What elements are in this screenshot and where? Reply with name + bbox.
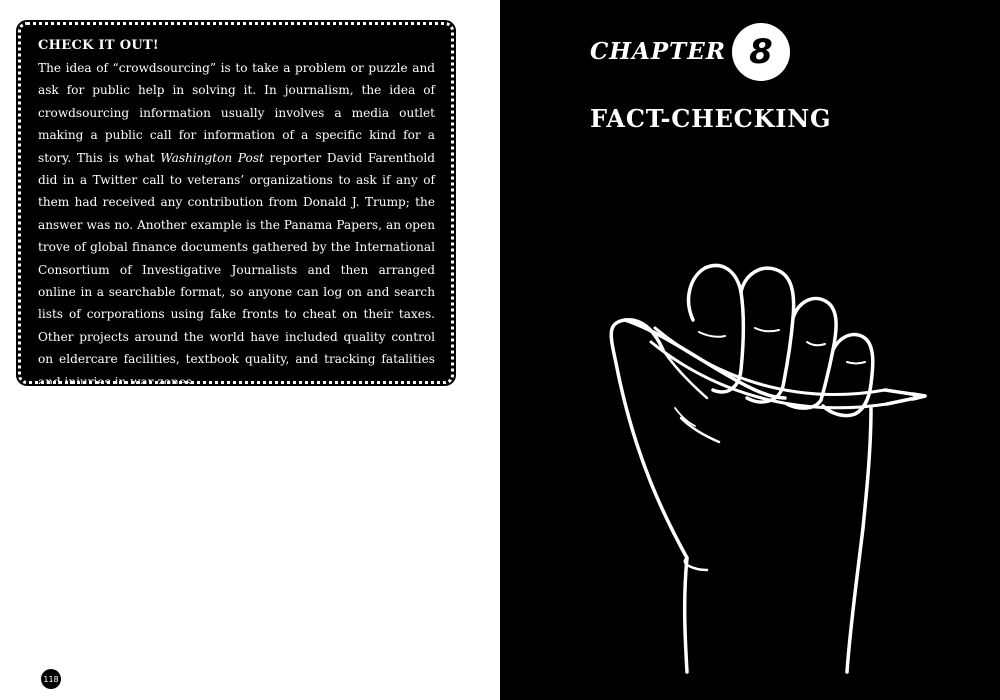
sidebar-text-part-2: reporter David Farenthold did in a Twitter call to veterans’ organizations to ask if any of them had received any contribution from Donald J. Trump; the answer was no. Another example is the Panama Papers, an open trove of global finance documents gathered by the International Consortium of Investigative Journalists and then arranged online in a searchable format, so anyone can log on and search lists of corporations using fake fronts to cheat on their taxes. Other projects around the world have included quality control on eldercare facilities, textbook quality, and tracking fatalities and injuries in war zones.	[38, 150, 435, 389]
right-page	[500, 0, 1000, 700]
sidebar-heading: CHECK IT OUT!	[38, 38, 159, 53]
sidebar-body	[38, 57, 435, 393]
check-it-out-sidebar	[18, 22, 454, 389]
page-number: 118	[41, 669, 61, 689]
sidebar-text-part-1: The idea of “crowdsourcing” is to take a problem or puzzle and ask for public help in solving it. In journalism, the idea of crowdsourcing information usually involves a media outlet making a public call for information of a specific kind for a story. This is what	[38, 61, 435, 165]
chapter-number-badge: 8	[732, 23, 790, 81]
chapter-label: CHAPTER	[590, 38, 726, 65]
chapter-title: FACT-CHECKING	[590, 104, 832, 133]
publication-name: Washington Post	[160, 150, 264, 165]
raised-fist-holding-pencil-icon	[595, 258, 935, 678]
